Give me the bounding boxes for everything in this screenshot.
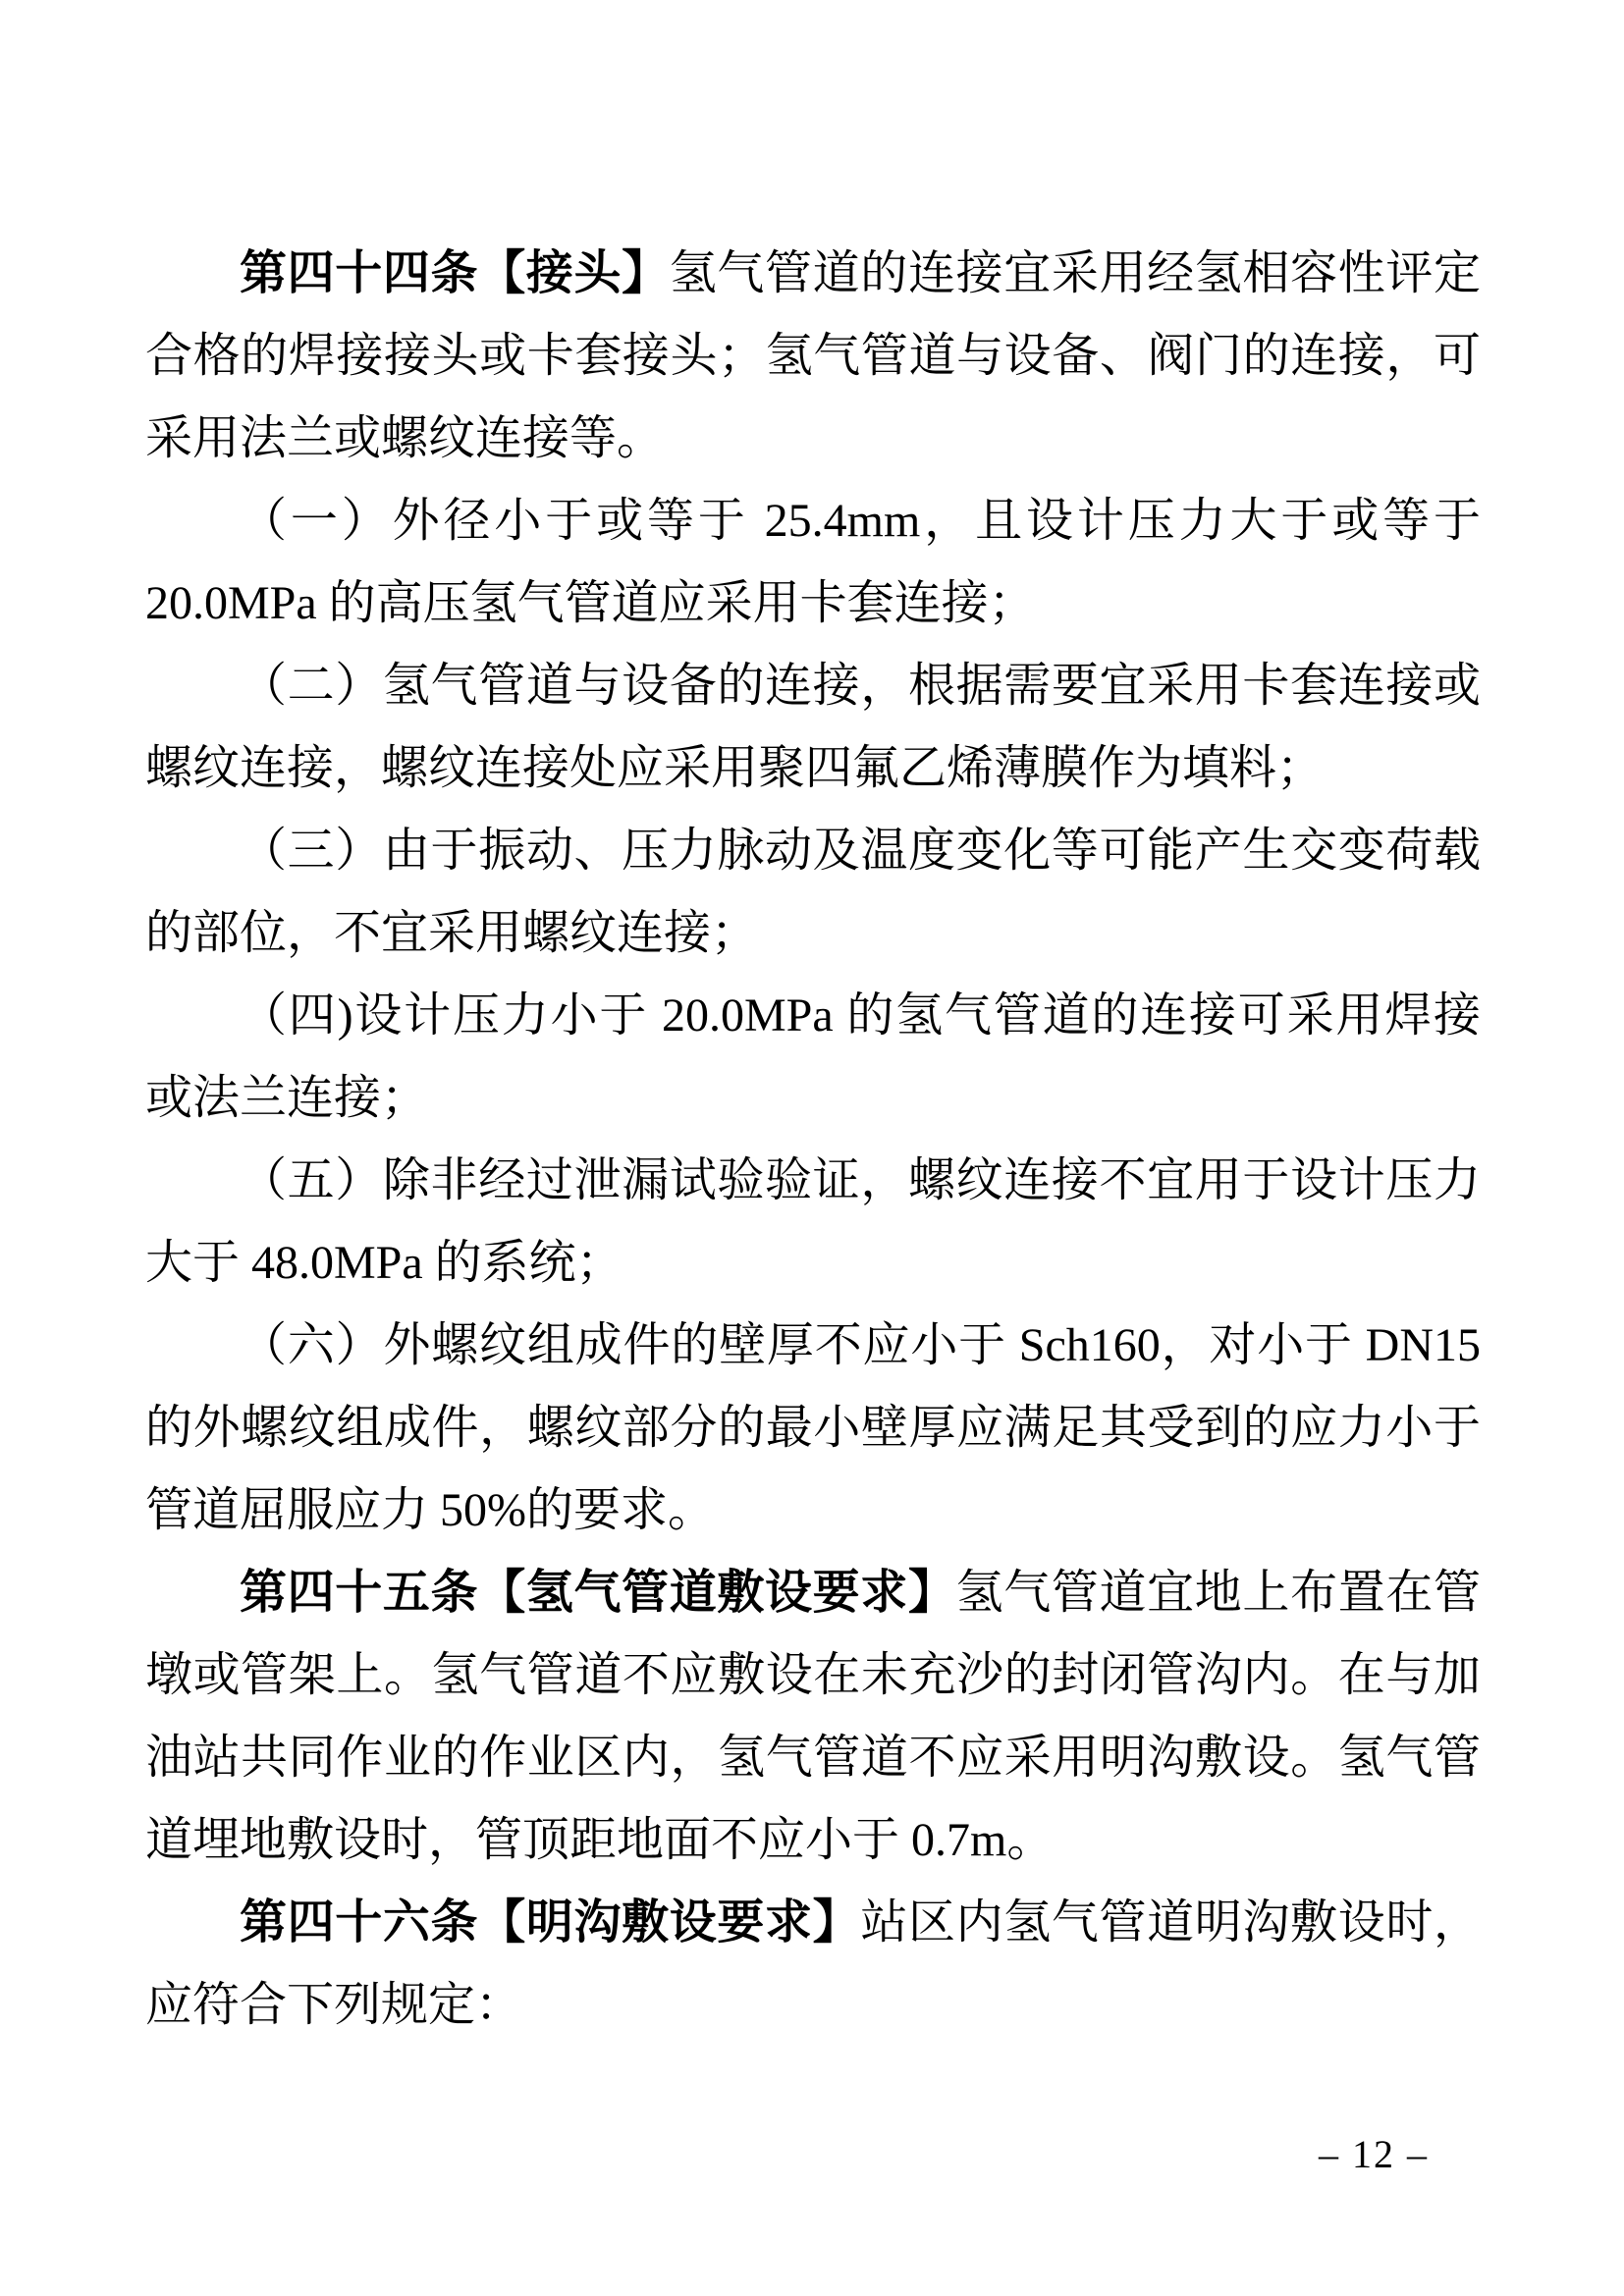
- text-run: （四)设计压力小于 20.0MPa 的氢气管道的连接可采用焊接或法兰连接；: [145, 989, 1481, 1124]
- article-heading-run: 第四十五条【氢气管道敷设要求】: [240, 1567, 956, 1619]
- paragraph: [145, 1552, 1481, 1882]
- text-run: （一）外径小于或等于 25.4mm，且设计压力大于或等于20.0MPa 的高压氢气管道应采用卡套连接；: [145, 495, 1481, 629]
- text-run: 站区内氢气管道明沟敷设时，应符合下列规定：: [145, 1896, 1481, 2031]
- document-body: [145, 233, 1481, 2047]
- paragraph: [145, 480, 1481, 645]
- paragraph: [145, 1305, 1481, 1552]
- paragraph: [145, 645, 1481, 810]
- paragraph: [145, 1882, 1481, 2047]
- text-run: 氢气管道的连接宜采用经氢相容性评定合格的焊接接头或卡套接头；氢气管道与设备、阀门的连接，可采用法兰或螺纹连接等。: [145, 247, 1481, 464]
- article-heading-run: 第四十六条【明沟敷设要求】: [240, 1896, 861, 1949]
- paragraph: [145, 1140, 1481, 1305]
- text-run: （五）除非经过泄漏试验验证，螺纹连接不宜用于设计压力大于 48.0MPa 的系统；: [145, 1154, 1481, 1289]
- article-heading-run: 第四十四条【接头】: [240, 247, 670, 299]
- text-run: 氢气管道宜地上布置在管墩或管架上。氢气管道不应敷设在未充沙的封闭管沟内。在与加油站共同作业的作业区内，氢气管道不应采用明沟敷设。氢气管道埋地敷设时，管顶距地面不应小于 0.7m。: [145, 1567, 1481, 1866]
- paragraph: [145, 233, 1481, 480]
- text-run: （二）氢气管道与设备的连接，根据需要宜采用卡套连接或螺纹连接，螺纹连接处应采用聚四氟乙烯薄膜作为填料；: [145, 660, 1481, 794]
- paragraph: [145, 975, 1481, 1140]
- text-run: （六）外螺纹组成件的壁厚不应小于 Sch160，对小于 DN15的外螺纹组成件，螺纹部分的最小壁厚应满足其受到的应力小于管道屈服应力 50%的要求。: [145, 1319, 1481, 1536]
- text-run: （三）由于振动、压力脉动及温度变化等可能产生交变荷载的部位，不宜采用螺纹连接；: [145, 825, 1481, 959]
- page-number: – 12 –: [1319, 2132, 1429, 2176]
- paragraph: [145, 810, 1481, 975]
